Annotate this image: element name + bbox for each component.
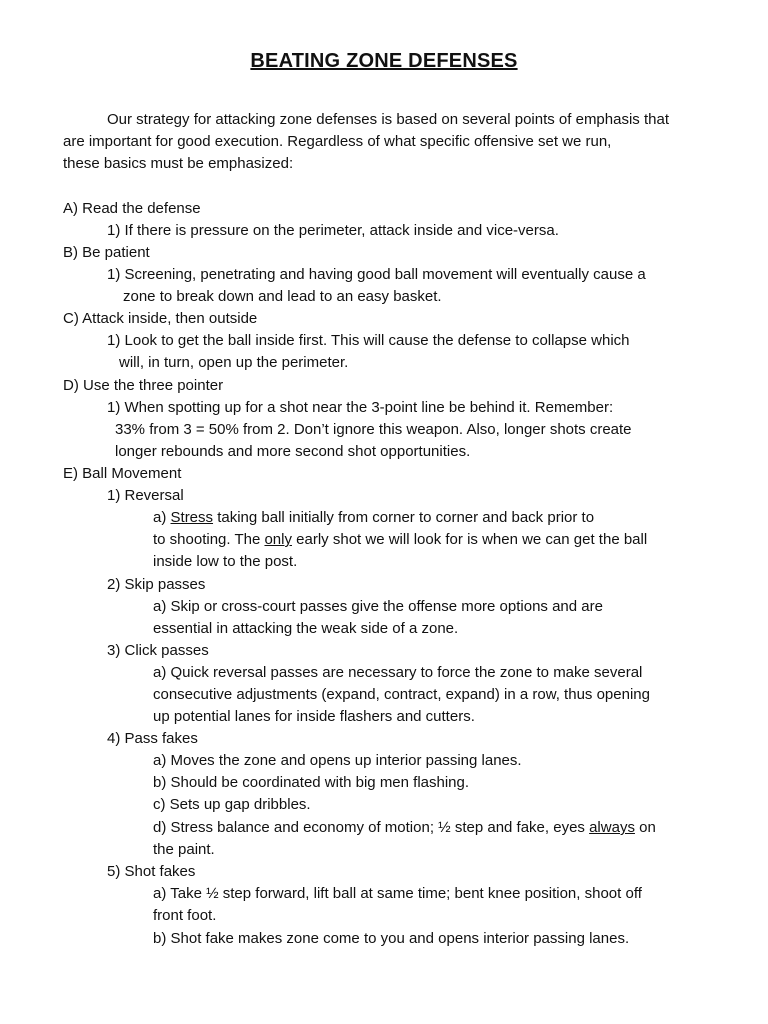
intro-line-2: are important for good execution. Regardless of what specific offensive set we run, [63, 133, 612, 150]
section-b-item-1-line-1: 1) Screening, penetrating and having good ball movement will eventually cause a [107, 266, 646, 283]
pass-fakes-c: c) Sets up gap dribbles. [153, 796, 311, 813]
reversal-a-line-2: to shooting. The only early shot we will look for is when we can get the ball [153, 531, 648, 548]
pass-fakes-b: b) Should be coordinated with big men flashing. [153, 774, 470, 791]
intro-line-3: these basics must be emphasized: [63, 155, 294, 172]
click-passes-a-line-1: a) Quick reversal passes are necessary to force the zone to make several [153, 664, 643, 681]
shot-fakes-b: b) Shot fake makes zone come to you and opens interior passing lanes. [153, 930, 630, 947]
section-e-heading: E) Ball Movement [63, 465, 182, 482]
section-a-heading: A) Read the defense [63, 200, 201, 217]
section-c-item-1-line-2: will, in turn, open up the perimeter. [119, 354, 349, 371]
section-b-heading: B) Be patient [63, 244, 150, 261]
section-a-item-1: 1) If there is pressure on the perimeter, attack inside and vice-versa. [107, 222, 559, 239]
click-passes-a-line-3: up potential lanes for inside flashers and cutters. [153, 708, 475, 725]
pass-fakes-label: 4) Pass fakes [107, 730, 198, 747]
section-d-item-1-line-2: 33% from 3 = 50% from 2. Don’t ignore this weapon. Also, longer shots create [115, 421, 632, 438]
intro-line-1: Our strategy for attacking zone defenses is based on several points of emphasis that [107, 111, 669, 128]
reversal-a-line-3: inside low to the post. [153, 553, 298, 570]
skip-passes-a-line-1: a) Skip or cross-court passes give the offense more options and are [153, 598, 603, 615]
pass-fakes-d-line-2: the paint. [153, 841, 215, 858]
reversal-label: 1) Reversal [107, 487, 184, 504]
section-c-item-1-line-1: 1) Look to get the ball inside first. This will cause the defense to collapse which [107, 332, 630, 349]
click-passes-a-line-2: consecutive adjustments (expand, contract, expand) in a row, thus opening [153, 686, 650, 703]
shot-fakes-a-line-1: a) Take ½ step forward, lift ball at same time; bent knee position, shoot off [153, 885, 642, 902]
skip-passes-label: 2) Skip passes [107, 576, 206, 593]
pass-fakes-d-line-1: d) Stress balance and economy of motion; ½ step and fake, eyes always on [153, 819, 656, 836]
document-title: BEATING ZONE DEFENSES [250, 50, 518, 72]
section-b-item-1-line-2: zone to break down and lead to an easy basket. [123, 288, 442, 305]
reversal-a-line-1: a) Stress taking ball initially from corner to corner and back prior to [153, 509, 595, 526]
skip-passes-a-line-2: essential in attacking the weak side of a zone. [153, 620, 459, 637]
section-c-heading: C) Attack inside, then outside [63, 310, 258, 327]
section-d-item-1-line-1: 1) When spotting up for a shot near the 3-point line be behind it. Remember: [107, 399, 614, 416]
section-d-heading: D) Use the three pointer [63, 377, 224, 394]
click-passes-label: 3) Click passes [107, 642, 209, 659]
pass-fakes-a: a) Moves the zone and opens up interior passing lanes. [153, 752, 522, 769]
shot-fakes-label: 5) Shot fakes [107, 863, 196, 880]
stress-underlined: Stress [170, 509, 214, 526]
only-underlined: only [264, 531, 292, 548]
section-d-item-1-line-3: longer rebounds and more second shot opportunities. [115, 443, 471, 460]
always-underlined: always [589, 819, 635, 836]
shot-fakes-a-line-2: front foot. [153, 907, 217, 924]
